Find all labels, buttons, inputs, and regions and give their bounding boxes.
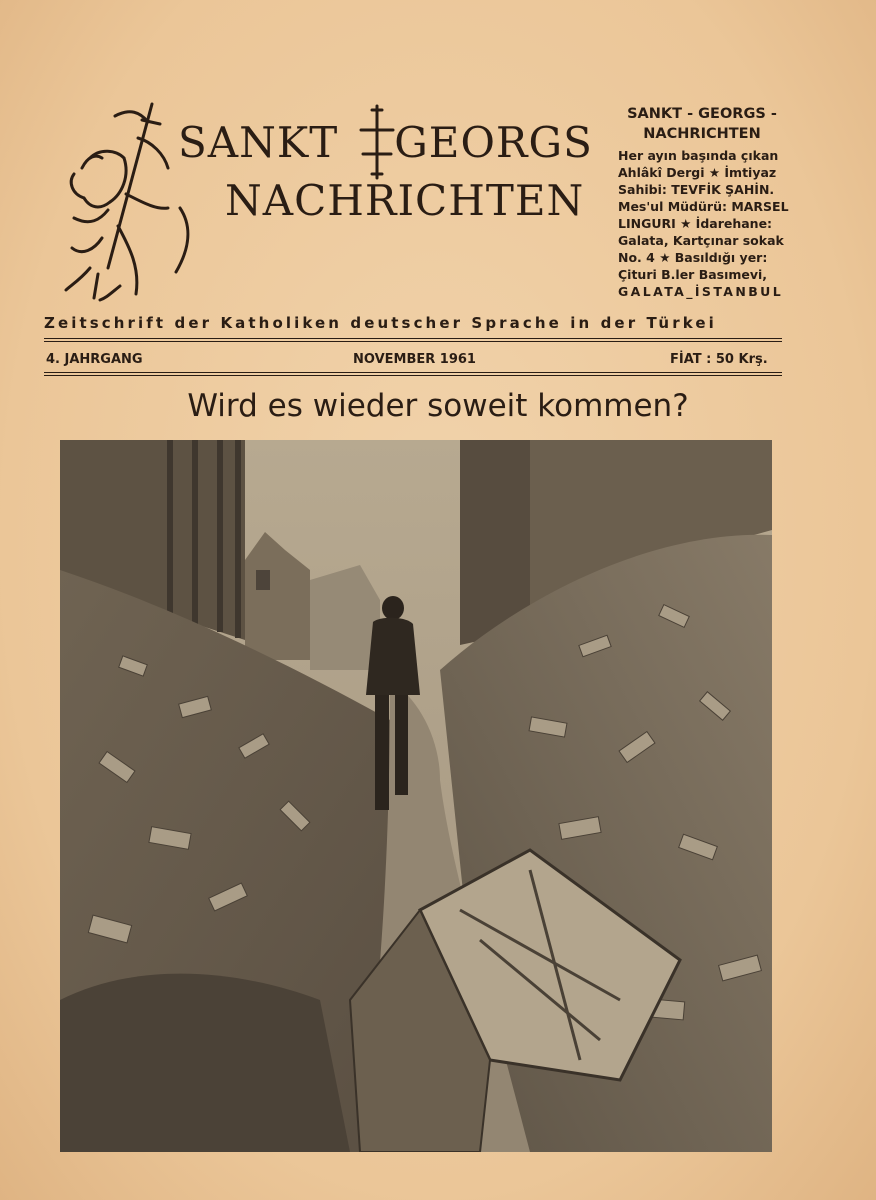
publication-subtitle: Zeitschrift der Katholiken deutscher Sprache in der Türkei [44, 314, 717, 332]
divider-rule [44, 372, 782, 373]
price-label: FİAT : 50 Krş. [670, 352, 768, 367]
imprint-line: No. 4 ★ Basıldığı yer: [618, 250, 768, 265]
masthead-title-line2: NACHRICHTEN [225, 176, 585, 225]
cross-icon [357, 104, 397, 180]
volume-label: 4. JAHRGANG [46, 352, 143, 367]
rubble-photo [60, 440, 772, 1152]
imprint-line: Ahlâkî Dergi ★ İmtiyaz [618, 165, 777, 180]
divider-rule [44, 341, 782, 342]
masthead-title-sankt: SANKT [178, 118, 339, 167]
imprint-line: Mes'ul Müdürü: MARSEL [618, 199, 789, 214]
ruined-street-image [60, 440, 772, 1152]
imprint-line: Galata, Kartçınar sokak [618, 233, 784, 248]
divider-rule [44, 338, 782, 339]
imprint-line: Sahibi: TEVFİK ŞAHİN. [618, 182, 775, 197]
imprint-line: GALATA_İSTANBUL [618, 284, 784, 299]
imprint-heading-2: NACHRICHTEN [643, 126, 761, 142]
imprint-line: LINGURI ★ İdarehane: [618, 216, 773, 231]
imprint-block [618, 104, 789, 300]
imprint-line: Çituri B.ler Basımevi, [618, 267, 768, 282]
issue-date: NOVEMBER 1961 [353, 352, 476, 367]
imprint-heading-1: SANKT - GEORGS - [627, 106, 777, 122]
divider-rule [44, 375, 782, 376]
headline: Wird es wieder soweit kommen? [187, 388, 689, 424]
imprint-line: Her ayın başında çıkan [618, 148, 779, 163]
masthead-title-georgs: GEORGS [394, 118, 593, 167]
